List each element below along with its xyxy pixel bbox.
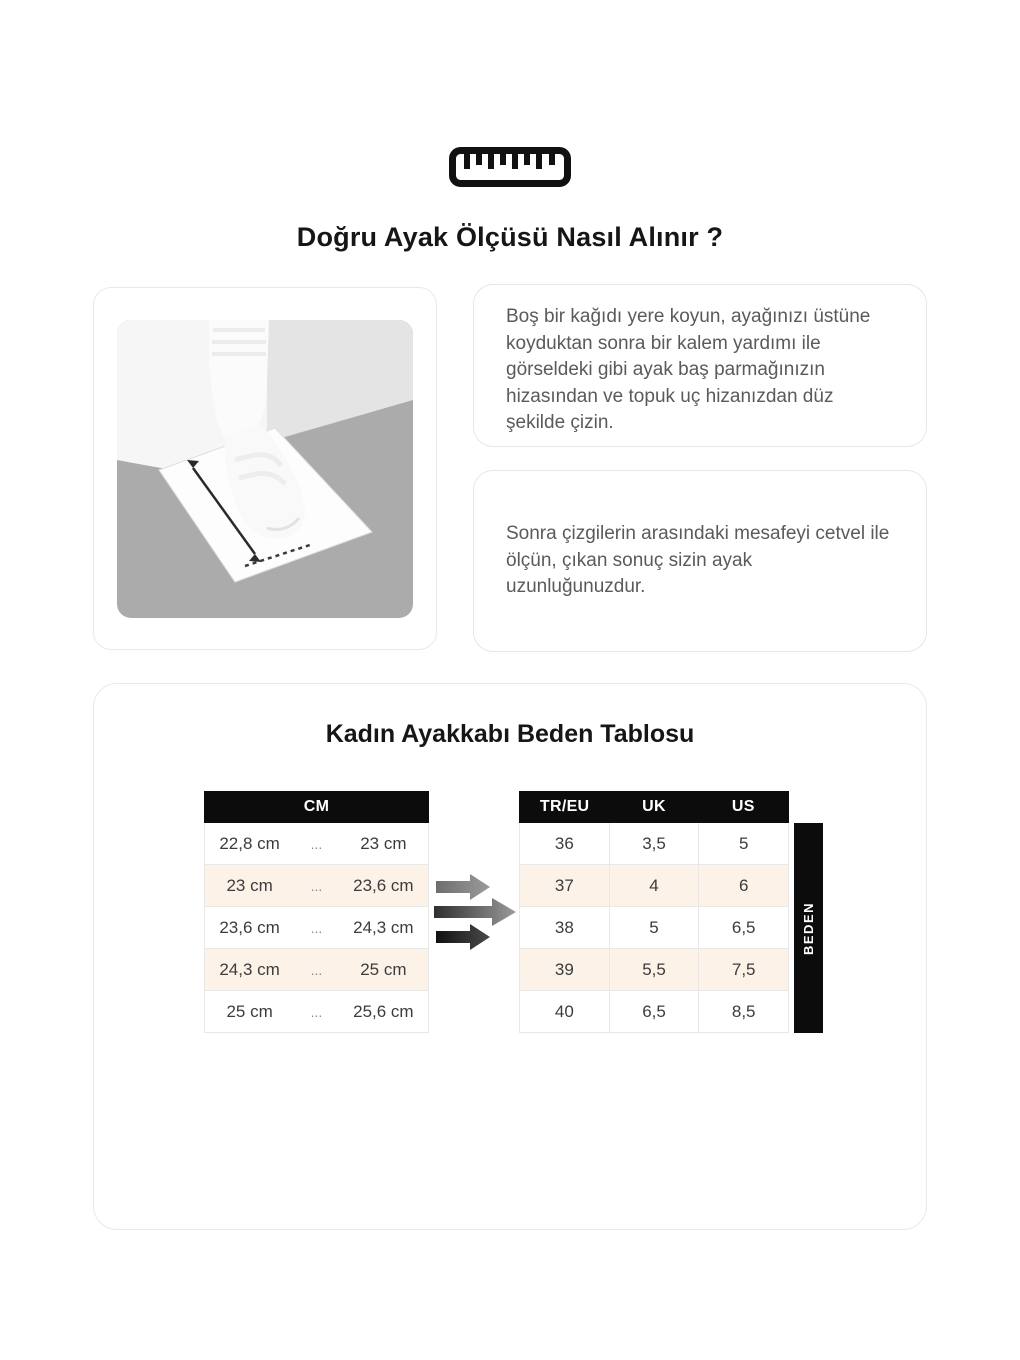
size-table-card [93, 683, 927, 1230]
table-cell: ... [310, 877, 323, 894]
table-cell: 37 [554, 875, 574, 895]
table-cell: 24,3 cm [219, 959, 280, 979]
cm-header-label: CM [303, 798, 330, 815]
eu-size-table [519, 791, 789, 1033]
cm-table-body [204, 823, 429, 1033]
table-cell: 5 [698, 823, 788, 864]
foot-measure-illustration [117, 320, 413, 618]
size-table-title: Kadın Ayakkabı Beden Tablosu [325, 720, 695, 748]
table-cell: 6 [698, 865, 788, 906]
ruler-icon [0, 146, 1020, 188]
cm-table-row [205, 865, 428, 907]
table-cell: 25 cm [360, 959, 407, 979]
table-cell: 23 cm [360, 833, 407, 853]
cm-table-row [205, 907, 428, 949]
beden-side-bar [794, 823, 823, 1033]
conversion-arrows-icon [430, 869, 518, 955]
table-cell: 5 [609, 907, 699, 948]
page-title: Doğru Ayak Ölçüsü Nasıl Alınır ? [296, 222, 724, 252]
table-cell: ... [310, 835, 323, 852]
table-cell: 6,5 [609, 991, 699, 1032]
eu-table-body [519, 823, 789, 1033]
table-cell: 25 cm [226, 1001, 273, 1021]
cm-table-row [205, 823, 428, 865]
table-cell: 24,3 cm [353, 917, 414, 937]
eu-table-row [520, 907, 788, 949]
instruction-card-step2 [473, 470, 927, 652]
table-cell: ... [310, 919, 323, 936]
eu-header-cell: US [731, 798, 755, 815]
cm-table-row [205, 949, 428, 991]
table-cell: 22,8 cm [219, 833, 280, 853]
eu-table-row [520, 865, 788, 907]
eu-header-cell: TR/EU [539, 798, 590, 815]
table-cell: ... [310, 1003, 323, 1020]
eu-header-cell: UK [642, 798, 666, 815]
table-cell: 40 [554, 1001, 574, 1021]
instruction-text-step2: Sonra çizgilerin arasındaki mesafeyi cetvel ile ölçün, çıkan sonuç sizin ayak uzunluğunuzdur. [506, 523, 890, 598]
foot-measure-photo-card [93, 287, 437, 650]
beden-label: BEDEN [801, 901, 817, 955]
table-cell: 38 [554, 917, 574, 937]
eu-table-row [520, 991, 788, 1033]
table-cell: ... [310, 961, 323, 978]
table-cell: 3,5 [609, 823, 699, 864]
table-cell: 5,5 [609, 949, 699, 990]
table-cell: 23,6 cm [219, 917, 280, 937]
table-cell: 4 [609, 865, 699, 906]
eu-table-row [520, 823, 788, 865]
eu-table-row [520, 949, 788, 991]
cm-table [204, 791, 429, 1033]
table-cell: 8,5 [698, 991, 788, 1032]
table-cell: 23 cm [226, 875, 273, 895]
table-cell: 6,5 [698, 907, 788, 948]
table-cell: 25,6 cm [353, 1001, 414, 1021]
instruction-text-step1: Boş bir kağıdı yere koyun, ayağınızı üstüne koyduktan sonra bir kalem yardımı ile görseldeki gibi ayak baş parmağınızın hizasından ve topuk uç hizanızdan düz şekilde çizin. [506, 306, 871, 433]
table-cell: 36 [554, 833, 574, 853]
table-cell: 39 [554, 959, 574, 979]
eu-table-header [519, 791, 789, 823]
instruction-card-step1 [473, 284, 927, 447]
table-cell: 23,6 cm [353, 875, 414, 895]
cm-table-header [204, 791, 429, 823]
table-cell: 7,5 [698, 949, 788, 990]
cm-table-row [205, 991, 428, 1033]
